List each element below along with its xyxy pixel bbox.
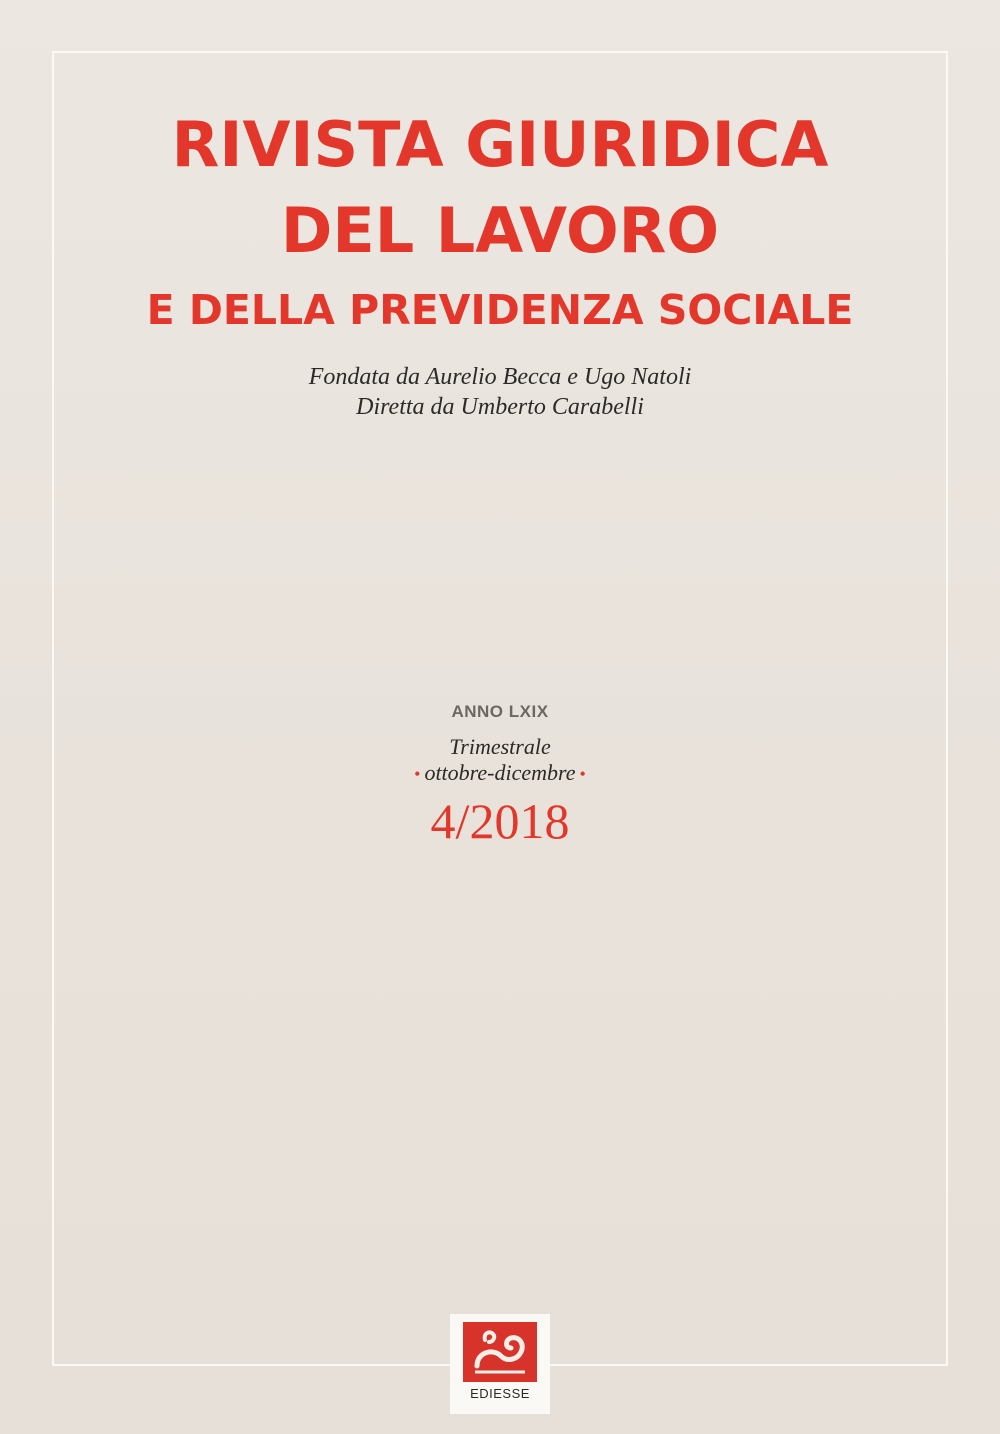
bullet-icon: • <box>414 764 421 784</box>
directed-by-text: Diretta da Umberto Carabelli <box>356 394 644 420</box>
frame-border-top <box>52 51 948 53</box>
period-line <box>0 760 1000 787</box>
founded-by-text: Fondata da Aurelio Becca e Ugo Natoli <box>308 364 692 390</box>
frame-border-bottom-left <box>52 1364 450 1366</box>
volume-label: ANNO LXIX <box>451 702 549 721</box>
frame-border-bottom-right <box>550 1364 948 1366</box>
issue-year: 2018 <box>469 793 570 849</box>
bullet-icon: • <box>579 764 586 784</box>
publisher-name: EDIESSE <box>470 1386 530 1401</box>
issue-info <box>0 702 1000 851</box>
journal-title-line-2: DEL LAVORO <box>280 194 720 267</box>
journal-title-line-1: RIVISTA GIURIDICA <box>171 108 829 181</box>
frequency-label: Trimestrale <box>449 734 551 759</box>
credits <box>0 362 1000 422</box>
issue-number-value: 4 <box>430 793 456 849</box>
issue-number <box>0 791 1000 851</box>
publisher-logo-icon <box>463 1322 537 1382</box>
issue-separator: / <box>455 793 470 849</box>
period-label: ottobre-dicembre <box>424 760 576 785</box>
journal-subtitle: E DELLA PREVIDENZA SOCIALE <box>146 286 854 334</box>
